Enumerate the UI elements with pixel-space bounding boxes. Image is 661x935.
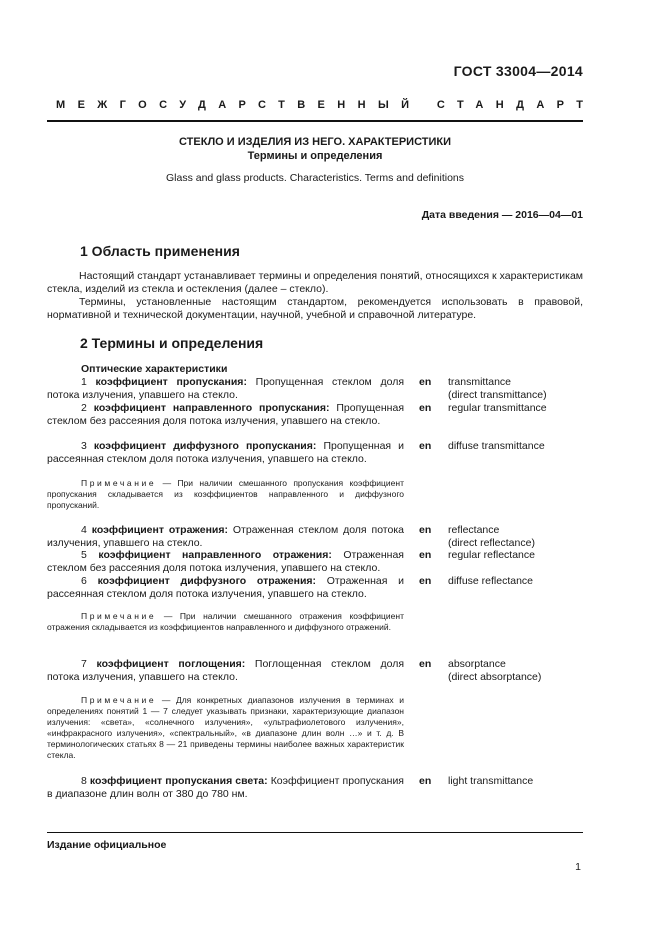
section-2-heading: 2 Термины и определения xyxy=(80,335,264,351)
note-2: Примечание — При наличии смешанного отражения коэффициент отражения складывается из коэффициентов направленного и диффузного отражений. xyxy=(47,611,404,632)
lang-code: en xyxy=(419,549,432,561)
term-entry-1: 1 коэффициент пропускания: Пропущенная стеклом доля потока излучения, упавшего на стекло. xyxy=(47,376,405,401)
section-1-paragraph-2: Термины, установленные настоящим стандартом, рекомендуется использовать в правовой, нормативной и технической документации, научной, учебной и справочной литературе. xyxy=(47,296,583,321)
section-1-body xyxy=(47,270,583,322)
optical-subheading: Оптические характеристики xyxy=(81,363,228,375)
section-1-heading: 1 Область применения xyxy=(80,243,240,259)
lang-code: en xyxy=(419,402,432,414)
term-name: коэффициент направленного пропускания: xyxy=(93,402,330,414)
english-term-4: reflectance (direct reflectance) xyxy=(448,524,535,549)
english-term-7: absorptance (direct absorptance) xyxy=(448,658,542,683)
document-title-english: Glass and glass products. Characteristics. Terms and definitions xyxy=(165,172,465,184)
lang-code: en xyxy=(419,440,432,452)
interstate-standard-heading: МЕЖГОСУДАРСТВЕННЫЙ СТАНДАРТ xyxy=(56,99,596,111)
term-entry-3: 3 коэффициент диффузного пропускания: Пропущенная и рассеянная стеклом доля потока излучения, упавшего на стекло. xyxy=(47,440,405,465)
lang-code: en xyxy=(419,658,432,670)
term-name: коэффициент диффузного отражения: xyxy=(97,575,317,587)
intro-date: Дата введения — 2016—04—01 xyxy=(421,209,583,221)
header-rule xyxy=(47,120,583,122)
term-name: коэффициент пропускания света: xyxy=(89,775,268,787)
term-name: коэффициент поглощения: xyxy=(96,658,246,670)
note-1: Примечание — При наличии смешанного пропускания коэффициент пропускания складывается из коэффициентов направленного и диффузного пропусканий. xyxy=(47,478,404,510)
document-title: СТЕКЛО И ИЗДЕЛИЯ ИЗ НЕГО. ХАРАКТЕРИСТИКИ xyxy=(179,136,451,148)
english-term-3: diffuse transmittance xyxy=(448,440,545,452)
term-name: коэффициент диффузного пропускания: xyxy=(93,440,317,452)
page-number: 1 xyxy=(575,861,581,873)
term-name: коэффициент пропускания: xyxy=(95,376,247,388)
term-entry-8: 8 коэффициент пропускания света: Коэффициент пропускания в диапазоне длин волн от 380 до 780 нм. xyxy=(47,775,404,800)
term-entry-2: 2 коэффициент направленного пропускания: Пропущенная стеклом без рассеяния доля потока излучения, упавшего на стекло. xyxy=(47,402,405,427)
english-term-1: transmittance (direct transmittance) xyxy=(448,376,547,401)
english-term-2: regular transmittance xyxy=(448,402,547,414)
lang-code: en xyxy=(419,775,432,787)
term-entry-7: 7 коэффициент поглощения: Поглощенная стеклом доля потока излучения, упавшего на стекло. xyxy=(47,658,405,683)
note-3: Примечание — Для конкретных диапазонов излучения в терминах и определениях понятий 1 — 7 следует указывать признаки, характеризующие диапазон излучения: «света», «солнечного излучения», «ультрафиолетового излучения», «инфракрасного излучения», «спектральный», «в диапазоне длин волн …» и т. д. В терминологических статьях 8 — 21 приведены термины наиболее важных характеристик стекла. xyxy=(47,695,404,760)
english-term-8: light transmittance xyxy=(448,775,534,787)
footer-rule xyxy=(47,832,583,833)
official-edition-label: Издание официальное xyxy=(47,839,167,851)
term-entry-5: 5 коэффициент направленного отражения: Отраженная стеклом без рассеяния доля потока излучения, упавшего на стекло. xyxy=(47,549,404,574)
term-entry-4: 4 коэффициент отражения: Отраженная стеклом доля потока излучения, упавшего на стекло. xyxy=(47,524,404,549)
english-term-6: diffuse reflectance xyxy=(448,575,534,587)
lang-code: en xyxy=(419,575,432,587)
gost-code: ГОСТ 33004—2014 xyxy=(453,63,583,79)
lang-code: en xyxy=(419,376,432,388)
term-name: коэффициент направленного отражения: xyxy=(98,549,332,561)
term-name: коэффициент отражения: xyxy=(91,524,228,536)
english-term-5: regular reflectance xyxy=(448,549,535,561)
document-subtitle: Термины и определения xyxy=(247,150,383,162)
term-entry-6: 6 коэффициент диффузного отражения: Отраженная и рассеянная стеклом доля потока излучения, упавшего на стекло. xyxy=(47,575,404,600)
lang-code: en xyxy=(419,524,432,536)
section-1-paragraph-1: Настоящий стандарт устанавливает термины и определения понятий, относящихся к характеристикам стекла, изделий из стекла и остекления (далее – стекло). xyxy=(47,270,583,295)
